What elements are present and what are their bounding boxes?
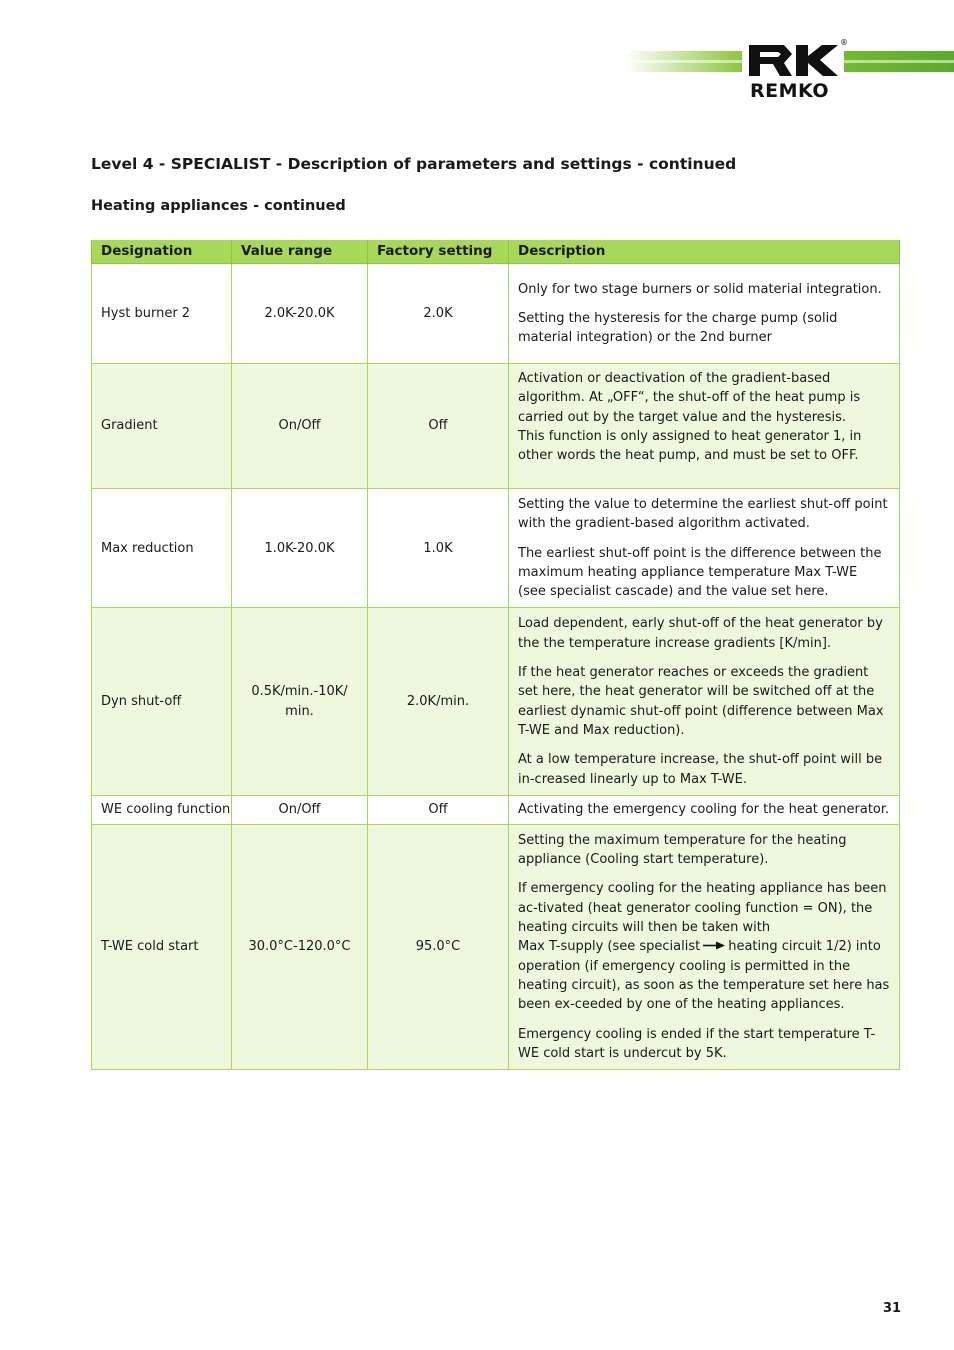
factory-cell: 2.0K	[368, 264, 509, 364]
arrow-right-icon	[703, 937, 725, 956]
description-cell	[509, 364, 900, 489]
range-cell: 1.0K-20.0K	[232, 489, 368, 608]
description-text: Load dependent, early shut-off of the heat generator by the the temperature increase gradients [K/min].	[518, 616, 883, 651]
parameters-table	[91, 240, 900, 1070]
designation-cell: WE cooling function	[92, 795, 232, 824]
description-text: Setting the maximum temperature for the heating appliance (Cooling start temperature).	[518, 832, 847, 868]
description-text: At a low temperature increase, the shut-off point will be in-creased linearly up to Max T-WE.	[518, 752, 883, 787]
description-cell	[509, 824, 900, 1069]
description-text-group	[518, 879, 891, 1014]
description-text: Setting the value to determine the earliest shut-off point with the gradient-based algorithm activated.	[518, 497, 888, 532]
factory-cell: 2.0K/min.	[368, 608, 509, 795]
table-header-row	[92, 240, 900, 264]
range-line: min.	[285, 703, 314, 719]
factory-cell: Off	[368, 364, 509, 489]
section-subtitle: Heating appliances - continued	[91, 198, 346, 214]
page-title: Level 4 - SPECIALIST - Description of parameters and settings - continued	[91, 155, 737, 173]
description-text: Max T-supply (see specialist	[518, 939, 701, 955]
registered-mark: ®	[840, 38, 848, 47]
description-text: The earliest shut-off point is the difference between the maximum heating appliance temperature Max T-WE	[518, 545, 882, 580]
description-text: (see specialist cascade) and the value set here.	[518, 584, 829, 600]
description-text-group	[518, 544, 891, 602]
description-text: Emergency cooling is ended if the start temperature T-WE cold start is undercut by 5K.	[518, 1026, 876, 1061]
description-cell	[509, 608, 900, 795]
designation-cell: Max reduction	[92, 489, 232, 608]
description-text: This function is only assigned to heat generator 1, in other words the heat pump, and must be set to OFF.	[518, 428, 862, 464]
header-designation: Designation	[92, 240, 232, 264]
table-row	[92, 364, 900, 489]
description-text: Activation or deactivation of the gradient-based algorithm. At „OFF“, the shut-off of the heat pump is carried out by the target value and the hysteresis.	[518, 371, 861, 425]
table-row	[92, 824, 900, 1069]
description-cell	[509, 795, 900, 824]
table-row	[92, 795, 900, 824]
table-row	[92, 489, 900, 608]
description-text: If the heat generator reaches or exceeds the gradient set here, the heat generator will be switched off at the earliest dynamic shut-off point (difference between Max T-WE and Max reduction).	[518, 665, 884, 738]
designation-cell: T-WE cold start	[92, 824, 232, 1069]
logo-text: REMKO	[750, 80, 830, 102]
table-row	[92, 608, 900, 795]
remko-logo	[742, 40, 844, 102]
designation-cell: Gradient	[92, 364, 232, 489]
range-cell: 2.0K-20.0K	[232, 264, 368, 364]
description-text: heating circuit 1/2) into operation (if emergency cooling is permitted in the heating circuit), as soon as the temperature set here has been ex-ceeded by one of the heating appliances.	[518, 939, 890, 1013]
header-factory-setting: Factory setting	[368, 240, 509, 264]
designation-cell: Dyn shut-off	[92, 608, 232, 795]
range-cell: On/Off	[232, 364, 368, 489]
factory-cell: 95.0°C	[368, 824, 509, 1069]
description-text: Setting the hysteresis for the charge pump (solid material integration) or the 2nd burner	[518, 310, 838, 346]
range-cell	[232, 608, 368, 795]
description-text: If emergency cooling for the heating appliance has been ac-tivated (heat generator cooling function = ON), the heating circuits will then be taken with	[518, 881, 887, 936]
factory-cell: Off	[368, 795, 509, 824]
table-row	[92, 264, 900, 364]
header-value-range: Value range	[232, 240, 368, 264]
description-text: Activating the emergency cooling for the heat generator.	[518, 802, 890, 818]
range-line: 0.5K/min.-10K/	[251, 684, 348, 700]
factory-cell: 1.0K	[368, 489, 509, 608]
description-cell	[509, 489, 900, 608]
header-description: Description	[509, 240, 900, 264]
range-cell: 30.0°C-120.0°C	[232, 824, 368, 1069]
range-cell: On/Off	[232, 795, 368, 824]
designation-cell: Hyst burner 2	[92, 264, 232, 364]
page-number: 31	[883, 1301, 902, 1316]
description-text: Only for two stage burners or solid material integration.	[518, 281, 882, 297]
description-cell	[509, 264, 900, 364]
